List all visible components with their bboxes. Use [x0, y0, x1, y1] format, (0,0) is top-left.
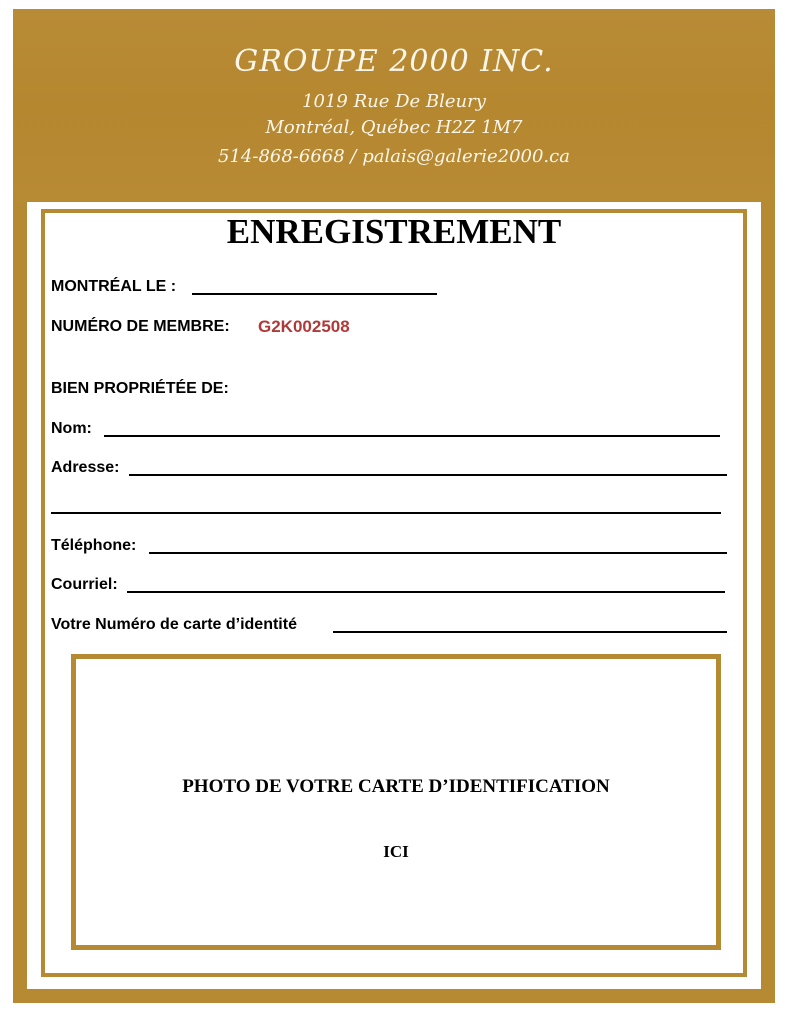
address-street: 1019 Rue De Bleury	[302, 91, 486, 112]
member-number-label: NUMÉRO DE MEMBRE:	[51, 318, 230, 335]
form-title: ENREGISTREMENT	[226, 212, 562, 251]
id-photo-box[interactable]	[71, 654, 721, 950]
id-number-field[interactable]	[333, 631, 727, 633]
name-label: Nom:	[51, 420, 92, 437]
date-label: MONTRÉAL LE :	[51, 278, 177, 295]
date-field[interactable]	[192, 293, 437, 295]
address-field-line2[interactable]	[51, 512, 721, 514]
id-photo-here-label: ICI	[383, 842, 409, 861]
name-field[interactable]	[104, 435, 720, 437]
email-field[interactable]	[127, 591, 725, 593]
address-label: Adresse:	[51, 459, 120, 476]
address-city: Montréal, Québec H2Z 1M7	[265, 117, 523, 138]
member-number-value: G2K002508	[258, 317, 350, 336]
id-photo-caption: PHOTO DE VOTRE CARTE D’IDENTIFICATION	[182, 776, 610, 797]
email-label: Courriel:	[51, 576, 118, 593]
id-number-label: Votre Numéro de carte d’identité	[51, 616, 297, 633]
contact-info: 514-868-6668 / palais@galerie2000.ca	[218, 146, 570, 167]
phone-field[interactable]	[149, 552, 727, 554]
company-name: GROUPE 2000 INC.	[234, 44, 554, 79]
phone-label: Téléphone:	[51, 537, 137, 554]
address-field[interactable]	[129, 474, 727, 476]
owner-section-label: BIEN PROPRIÉTÉE DE:	[51, 380, 229, 397]
